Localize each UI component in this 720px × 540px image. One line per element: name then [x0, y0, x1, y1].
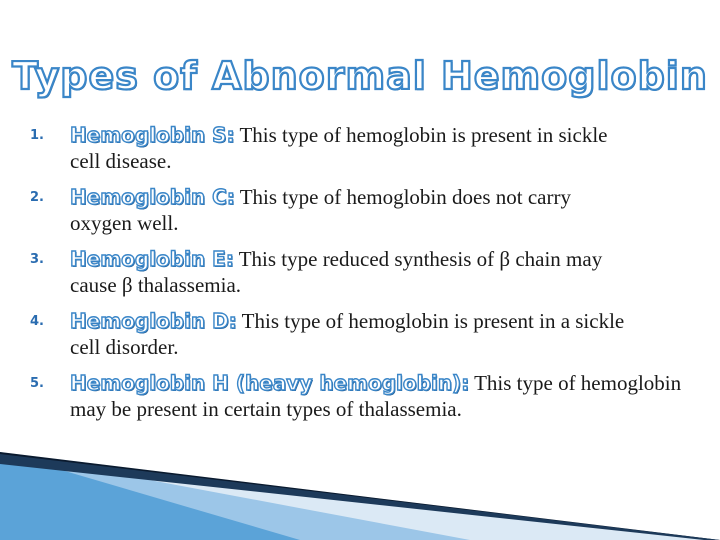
item-description: This type of hemoglobin is present in sickle [234, 123, 608, 147]
list-number: 2. [30, 190, 44, 205]
list-item [0, 368, 720, 430]
slide-title: Types of Abnormal Hemoglobin [12, 54, 708, 98]
list-item [0, 306, 720, 368]
list-number: 5. [30, 376, 44, 391]
hemoglobin-term: Hemoglobin E: [70, 247, 234, 271]
item-description: This type of hemoglobin [469, 371, 682, 395]
item-description-continued: cell disease. [70, 149, 172, 173]
list-number: 3. [30, 252, 44, 267]
list-item [0, 244, 720, 306]
list-number: 1. [30, 128, 44, 143]
hemoglobin-term: Hemoglobin S: [70, 123, 235, 147]
abnormal-hemoglobin-list [0, 120, 720, 430]
item-description-continued: cause β thalassemia. [70, 273, 242, 297]
item-description-continued: may be present in certain types of thalassemia. [70, 397, 462, 421]
hemoglobin-term: Hemoglobin C: [70, 185, 235, 209]
list-number: 4. [30, 314, 44, 329]
item-description: This type reduced synthesis of β chain may [233, 247, 603, 271]
hemoglobin-term: Hemoglobin H (heavy hemoglobin): [70, 371, 470, 395]
list-item [0, 120, 720, 182]
hemoglobin-term: Hemoglobin D: [70, 309, 237, 333]
item-description-continued: cell disorder. [70, 335, 179, 359]
item-description: This type of hemoglobin does not carry [234, 185, 571, 209]
item-description: This type of hemoglobin is present in a sickle [236, 309, 625, 333]
corner-swoosh-decoration [0, 452, 720, 540]
list-item [0, 182, 720, 244]
item-description-continued: oxygen well. [70, 211, 179, 235]
